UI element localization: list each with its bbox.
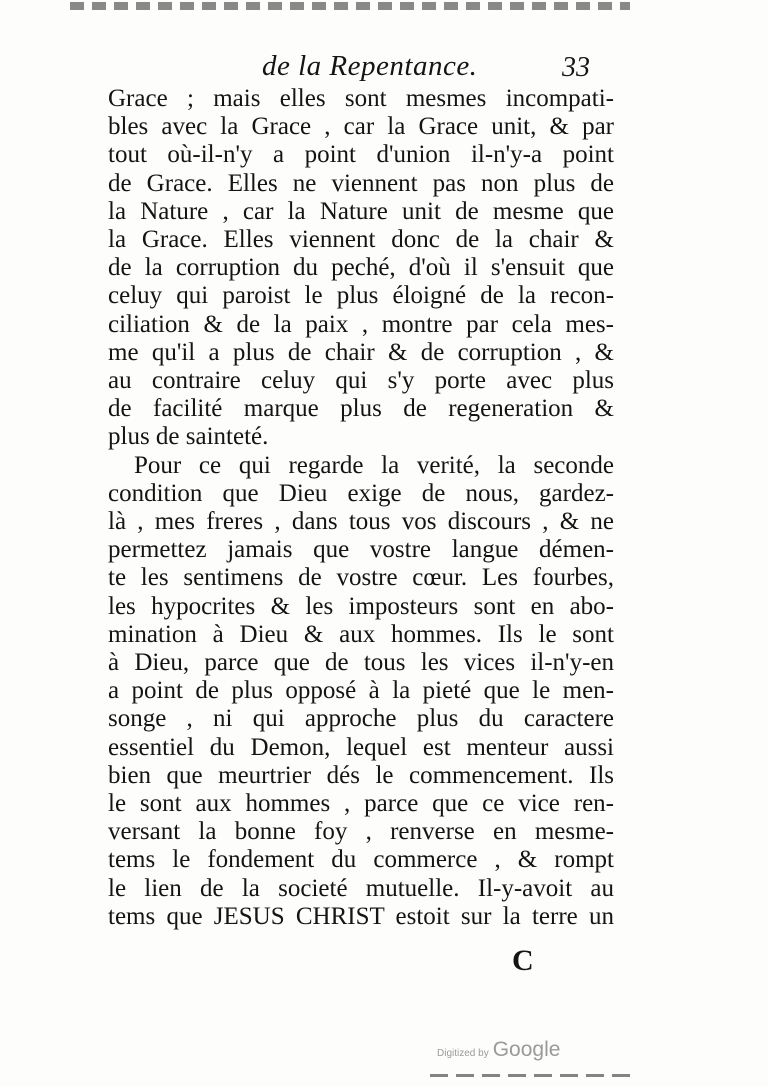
text-line: Pour ce qui regarde la verité, la seconde — [134, 451, 614, 479]
text-line: me qu'il a plus de chair & de corruption , & — [108, 338, 614, 366]
text-line: versant la bonne foy , renverse en mesme- — [108, 818, 614, 846]
text-line: Grace ; mais elles sont mesmes incompati- — [108, 85, 614, 112]
text-line: te les sentimens de vostre cœur. Les fourbes, — [108, 564, 614, 592]
text-line: de la corruption du peché, d'où il s'ensuit que — [108, 254, 614, 282]
top-border-rule — [70, 2, 630, 10]
text-line: tout où-il-n'y a point d'union il-n'y-a point — [108, 141, 614, 169]
google-logo: Google — [492, 1038, 561, 1061]
page-number: 33 — [562, 52, 590, 83]
bottom-border-rule — [430, 1074, 630, 1077]
text-line: le sont aux hommes , parce que ce vice ren- — [108, 790, 614, 817]
text-line: plus de sainteté. — [108, 423, 269, 451]
digitization-watermark — [437, 1038, 560, 1062]
running-head: de la Repentance. — [262, 50, 478, 82]
watermark-prefix: Digitized by — [437, 1048, 489, 1059]
text-line: songe , ni qui approche plus du caractere — [108, 705, 614, 733]
text-line: à Dieu, parce que de tous les vices il-n'y-en — [108, 649, 614, 676]
text-line: essentiel du Demon, lequel est menteur aussi — [108, 733, 614, 761]
text-line: au contraire celuy qui s'y porte avec plus — [108, 367, 614, 394]
text-line: tems le fondement du commerce , & rompt — [108, 846, 614, 874]
text-line: la Nature , car la Nature unit de mesme que — [108, 197, 614, 225]
signature-mark: C — [512, 944, 534, 977]
text-line: celuy qui paroist le plus éloigné de la recon- — [108, 282, 614, 310]
text-line: de facilité marque plus de regeneration & — [108, 395, 614, 423]
text-line: le lien de la societé mutuelle. Il-y-avoit au — [108, 874, 614, 902]
text-line: condition que Dieu exige de nous, gardez- — [108, 479, 614, 507]
text-line: les hypocrites & les imposteurs sont en abo- — [108, 592, 614, 620]
text-line: a point de plus opposé à la pieté que le men- — [108, 677, 614, 705]
text-line: permettez jamais que vostre langue démen- — [108, 536, 614, 564]
text-line: bles avec la Grace , car la Grace unit, & par — [108, 113, 614, 141]
text-line: tems que JESUS CHRIST estoit sur la terre un — [108, 902, 614, 930]
text-line: ciliation & de la paix , montre par cela mes- — [108, 310, 614, 338]
text-line: bien que meurtrier dés le commencement. Ils — [108, 761, 614, 789]
text-line: mination à Dieu & aux hommes. Ils le sont — [108, 620, 614, 648]
text-line: de Grace. Elles ne viennent pas non plus de — [108, 169, 614, 197]
text-line: là , mes freres , dans tous vos discours , & ne — [108, 508, 614, 535]
text-line: la Grace. Elles viennent donc de la chair & — [108, 226, 614, 253]
